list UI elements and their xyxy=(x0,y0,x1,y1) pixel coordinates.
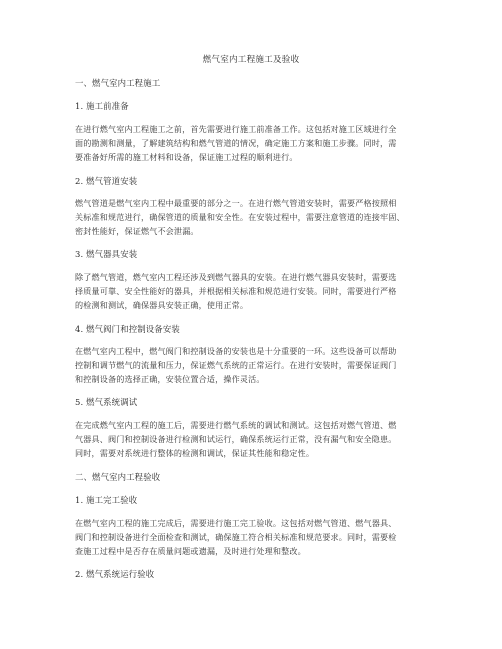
document-title: 燃气室内工程施工及验收 xyxy=(202,55,300,65)
section-heading: 一、燃气室内工程施工 xyxy=(75,78,161,88)
subsection-heading: 5. 燃气系统调试 xyxy=(75,397,138,407)
paragraph-line: 面的勘测和测量，了解建筑结构和燃气管道的情况，确定施工方案和施工步骤。同时，需 xyxy=(75,138,397,148)
paragraph-line: 控制和调节燃气的流量和压力，保证燃气系统的正常运行。在进行安装时，需要保证阀门 xyxy=(75,360,397,370)
paragraph-line: 除了燃气管道，燃气室内工程还涉及到燃气器具的安装。在进行燃气器具安装时，需要选 xyxy=(75,272,397,282)
subsection-heading: 2. 燃气管道安装 xyxy=(75,176,138,186)
subsection-heading: 4. 燃气阀门和控制设备安装 xyxy=(75,324,180,334)
paragraph-line: 气器具、阀门和控制设备进行检测和试运行，确保系统运行正常，没有漏气和安全隐患。 xyxy=(75,434,397,444)
paragraph-line: 在进行燃气室内工程施工之前，首先需要进行施工前准备工作。这包括对施工区域进行全 xyxy=(75,124,397,134)
paragraph-line: 在燃气室内工程中，燃气阀门和控制设备的安装也是十分重要的一环。这些设备可以帮助 xyxy=(75,346,397,356)
paragraph-line: 在燃气室内工程的施工完成后，需要进行施工完工验收。这包括对燃气管道、燃气器具、 xyxy=(75,518,397,528)
paragraph-line: 择质量可靠、安全性能好的器具，并根据相关标准和规范进行安装。同时，需要进行严格 xyxy=(75,286,397,296)
paragraph-line: 密封性能好，保证燃气不会泄漏。 xyxy=(75,226,199,236)
paragraph-line: 阀门和控制设备进行全面检查和测试，确保施工符合相关标准和规范要求。同时，需要检 xyxy=(75,532,397,542)
paragraph-line: 查施工过程中是否存在质量问题或遗漏，及时进行处理和整改。 xyxy=(75,546,306,556)
paragraph-line: 燃气管道是燃气室内工程中最重要的部分之一。在进行燃气管道安装时，需要严格按照相 xyxy=(75,198,397,208)
paragraph-line: 的检测和测试，确保器具安装正确，使用正常。 xyxy=(75,300,249,310)
subsection-heading: 1. 施工前准备 xyxy=(75,101,129,111)
subsection-heading: 2. 燃气系统运行验收 xyxy=(75,569,155,579)
paragraph-line: 在完成燃气室内工程的施工后，需要进行燃气系统的调试和测试。这包括对燃气管道、燃 xyxy=(75,420,397,430)
paragraph-line: 要准备好所需的施工材料和设备，保证施工过程的顺利进行。 xyxy=(75,152,298,162)
paragraph-line: 和控制设备的选择正确，安装位置合适，操作灵活。 xyxy=(75,374,265,384)
paragraph-line: 关标准和规范进行，确保管道的质量和安全性。在安装过程中，需要注意管道的连接牢固、 xyxy=(75,212,405,222)
subsection-heading: 3. 燃气器具安装 xyxy=(75,249,138,259)
subsection-heading: 1. 施工完工验收 xyxy=(75,495,138,505)
section-heading: 二、燃气室内工程验收 xyxy=(75,472,161,482)
paragraph-line: 同时，需要对系统进行整体的检测和调试，保证其性能和稳定性。 xyxy=(75,448,315,458)
